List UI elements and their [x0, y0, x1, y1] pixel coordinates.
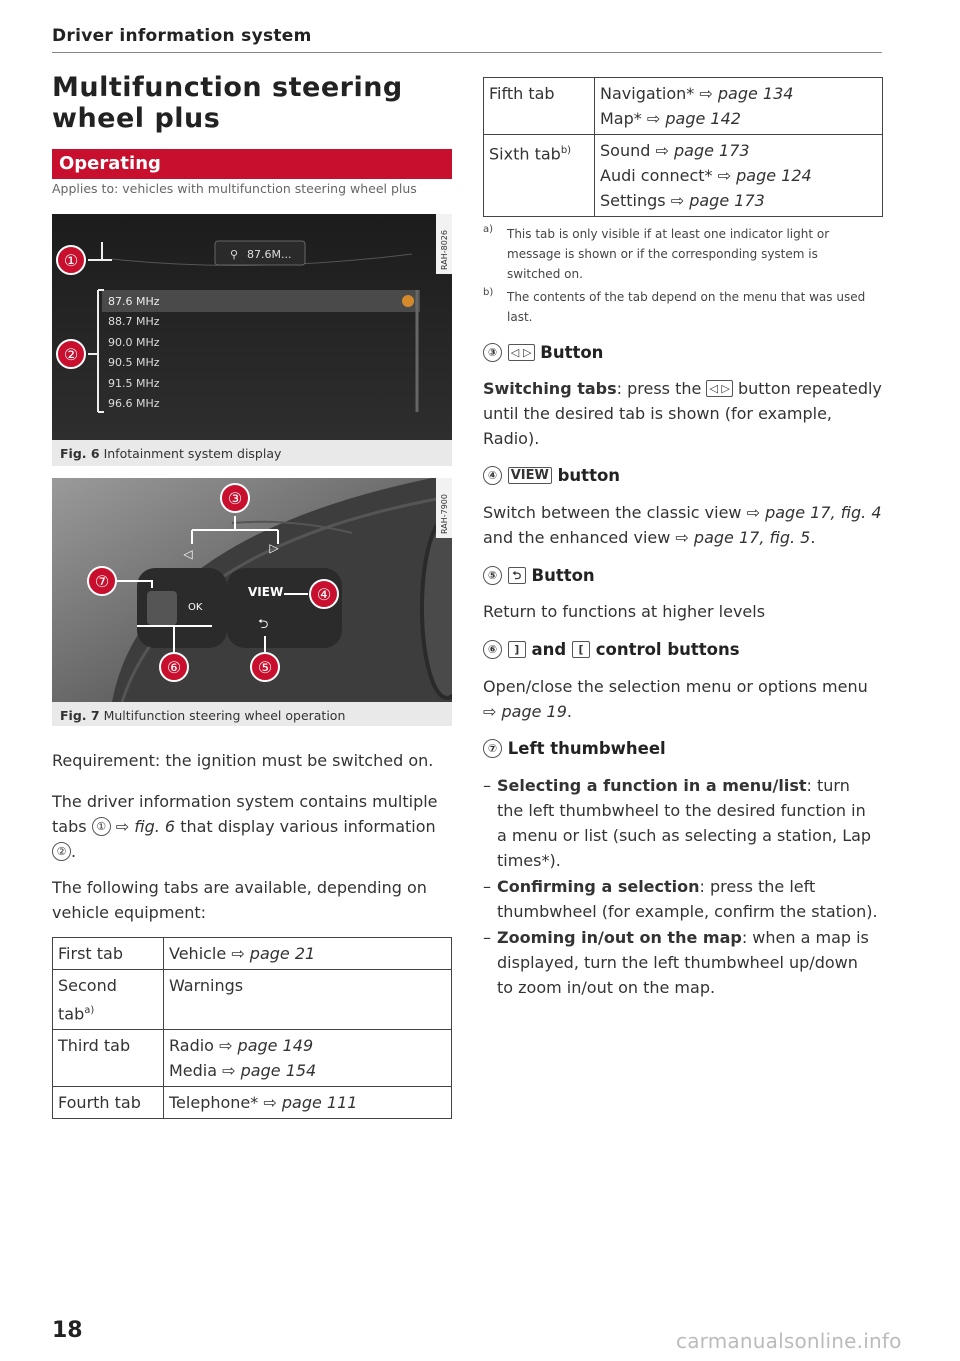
figure-7-caption: [60, 708, 345, 723]
list-item-lead: Selecting a function in a menu/list: [497, 776, 807, 795]
tabs-intro: [52, 789, 447, 864]
tab-name: Sixth tab: [489, 144, 561, 164]
tab-content-cell: [164, 938, 452, 970]
tab-content-cell: [595, 135, 883, 217]
tab-name-cell: [53, 1087, 164, 1119]
list-item: – Zooming in/out on the map: when a map is displayed, turn the left thumbwheel up/down to zoom in/out on the map.: [483, 928, 869, 997]
tabs-available-text: The following tabs are available, depending on vehicle equipment:: [52, 878, 427, 922]
switching-tabs-lead: Switching tabs: [483, 379, 617, 398]
section-4-text: [483, 500, 883, 550]
footnote-b-mark: b): [483, 287, 494, 298]
close-menu-key: [: [572, 641, 590, 658]
tab-content-line: [600, 81, 877, 106]
tab-content-cell: [164, 970, 452, 1030]
section-5-heading: [483, 566, 595, 585]
section-6-text: [483, 674, 883, 724]
tab-name-cell: [53, 1030, 164, 1087]
tab-content-label: Audi connect*: [600, 166, 713, 185]
tab-content-label: Radio: [169, 1036, 214, 1056]
tab-content-cell: [164, 1030, 452, 1087]
station-5: 91.5 MHz: [108, 377, 160, 390]
callout-2: ②: [63, 345, 79, 364]
footnote-a-mark: a): [483, 224, 494, 235]
section-3-title: Button: [540, 343, 604, 362]
section-5-text: Return to functions at higher levels: [483, 602, 766, 621]
station-4: 90.5 MHz: [108, 356, 160, 369]
section-6-mid: and: [531, 640, 567, 659]
header-rule: [52, 52, 882, 53]
tabs-table-left: [52, 937, 452, 1119]
footnote-marker: b): [560, 145, 572, 156]
tab-content-label: Vehicle: [169, 944, 227, 963]
tab-content-label: Map*: [600, 109, 642, 128]
page-reference[interactable]: ⇨ page 173: [670, 191, 765, 210]
tab-content-line: [600, 188, 877, 213]
callout-5: ⑤: [257, 658, 273, 677]
tab-name-cell: [484, 135, 595, 217]
back-key: ⮌: [508, 567, 526, 584]
section-6-heading: [483, 640, 740, 659]
figure-6-text: Infotainment system display: [103, 446, 282, 461]
figure-code-6: RAH-8026: [440, 230, 449, 270]
page-reference[interactable]: ⇨ page 124: [717, 166, 812, 185]
tabs-intro-end: .: [71, 842, 77, 861]
page-number: 18: [52, 1318, 83, 1343]
fig6-reference[interactable]: ⇨ fig. 6: [115, 817, 176, 836]
figure-7-label: Fig. 7: [60, 708, 100, 723]
footnote-a: [483, 224, 873, 284]
section-6-title: control buttons: [595, 640, 740, 659]
page-17-fig4-reference[interactable]: ⇨ page 17, fig. 4: [746, 503, 882, 522]
tab-content-label: Settings: [600, 191, 666, 210]
top-station: 87.6M...: [247, 248, 292, 261]
section-4-title: button: [557, 466, 621, 485]
list-item-lead: Zooming in/out on the map: [497, 928, 742, 947]
table-row: [53, 1030, 452, 1087]
footnote-marker: a): [84, 1005, 95, 1016]
callout-4: ④: [316, 585, 332, 604]
callout-1: ①: [63, 251, 79, 270]
table-row: [484, 78, 883, 135]
callout-ref-7: ⑦: [483, 739, 502, 758]
view-button-label: VIEW: [248, 585, 284, 599]
section-3-text: [483, 376, 883, 451]
callout-ref-6: ⑥: [483, 640, 502, 659]
view-key: VIEW: [508, 467, 552, 484]
list-item-lead: Confirming a selection: [497, 877, 700, 896]
tab-switch-key-inline: ◁ ▷: [706, 380, 732, 397]
tab-content-label: Media: [169, 1061, 218, 1081]
list-item-text: : when a map is displayed, turn the left thumbwheel up/down to zoom in/out on the map.: [497, 928, 869, 997]
station-3: 90.0 MHz: [108, 336, 160, 349]
page-title: Multifunction steering wheel plus: [52, 72, 403, 134]
tab-name-cell: [53, 970, 164, 1030]
tab-name: Second tab: [58, 976, 117, 1024]
page-reference[interactable]: ⇨ page 149: [219, 1036, 314, 1056]
section-5-title: Button: [531, 566, 595, 585]
tab-content-line: [169, 941, 446, 966]
svg-text:⮌: ⮌: [258, 617, 269, 632]
tab-content-label: Warnings: [169, 976, 244, 995]
footnote-b-text: The contents of the tab depend on the menu that was used last.: [507, 290, 866, 324]
page-reference[interactable]: ⇨ page 21: [231, 944, 316, 963]
table-row: [53, 970, 452, 1030]
section-3-heading: [483, 343, 603, 362]
svg-text:◁: ◁: [183, 547, 193, 561]
infotainment-display-illustration: [52, 214, 452, 440]
operating-bar: [52, 149, 452, 179]
station-1: 87.6 MHz: [108, 295, 160, 308]
section-4-t1: Switch between the classic view: [483, 503, 742, 522]
ok-label: OK: [188, 602, 203, 613]
tabs-intro-a: The driver information system contains multiple tabs: [52, 792, 438, 836]
tab-content-line: [169, 1033, 446, 1058]
section-6-end: .: [566, 702, 572, 721]
section-6-body: Open/close the selection menu or options menu: [483, 677, 868, 696]
table-row: [484, 135, 883, 217]
tab-content-line: [169, 1058, 446, 1083]
callout-6: ⑥: [166, 658, 182, 677]
svg-text:▷: ▷: [269, 541, 279, 555]
tabs-table-right: [483, 77, 883, 217]
callout-ref-2: ②: [52, 842, 71, 861]
table-row: [53, 1087, 452, 1119]
tab-content-line: [169, 1090, 446, 1115]
page-reference[interactable]: ⇨ page 154: [222, 1061, 317, 1081]
tab-name-cell: [484, 78, 595, 135]
list-item-text: : turn the left thumbwheel to the desired function in a menu or list (such as selecting a station, Lap times*).: [497, 776, 872, 870]
tabs-intro-b: that display various information: [180, 817, 436, 836]
figure-6: [52, 214, 452, 466]
tab-content-label: Telephone*: [169, 1093, 259, 1113]
operating-label: Operating: [59, 153, 161, 174]
section-7-heading: [483, 739, 666, 758]
tab-content-line: [600, 106, 877, 131]
tab-name: First tab: [58, 944, 123, 963]
footnote-b: [483, 287, 873, 327]
section-header: Driver information system: [52, 26, 312, 46]
section-3-t2: button repeatedly until the desired tab is shown (for example, Radio).: [483, 379, 882, 448]
page-17-fig5-reference[interactable]: ⇨ page 17, fig. 5: [675, 528, 811, 547]
section-3-t1: : press the: [616, 379, 702, 398]
station-2: 88.7 MHz: [108, 315, 160, 328]
tab-content-line: [600, 138, 877, 163]
tab-content-label: Navigation*: [600, 84, 695, 103]
station-6: 96.6 MHz: [108, 397, 160, 410]
figure-6-label: Fig. 6: [60, 446, 100, 461]
footnote-a-text: This tab is only visible if at least one indicator light or message is shown or if the corresponding system is switched on.: [507, 227, 830, 281]
tab-name-cell: [53, 938, 164, 970]
tab-name: Fifth tab: [489, 84, 555, 103]
callout-ref-1: ①: [92, 817, 111, 836]
figure-6-caption: [60, 446, 281, 461]
section-4-t3: .: [810, 528, 816, 547]
figure-7-text: Multifunction steering wheel operation: [103, 708, 346, 723]
figure-code-7: RAH-7900: [440, 494, 449, 534]
applies-note: Applies to: vehicles with multifunction steering wheel plus: [52, 181, 417, 196]
page-reference[interactable]: ⇨ page 111: [263, 1093, 358, 1113]
section-4-t2: and the enhanced view: [483, 528, 671, 547]
tab-content-line: [169, 973, 446, 998]
tab-name: Fourth tab: [58, 1093, 141, 1113]
open-menu-key: ]: [508, 641, 526, 658]
tab-content-label: Sound: [600, 141, 651, 160]
tab-name: Third tab: [58, 1036, 131, 1056]
section-7-title: Left thumbwheel: [507, 739, 666, 758]
page-reference[interactable]: ⇨ page 173: [655, 141, 750, 160]
tab-switch-key: ◁ ▷: [508, 344, 535, 361]
list-item-text: : press the left thumbwheel (for example, confirm the station).: [497, 877, 878, 921]
callout-ref-4: ④: [483, 466, 502, 485]
tab-content-line: [600, 163, 877, 188]
list-item: – Selecting a function in a menu/list: turn the left thumbwheel to the desired function in a menu or list (such as selecting a station, Lap times*).: [483, 776, 872, 870]
callout-ref-5: ⑤: [483, 566, 502, 585]
page-reference[interactable]: ⇨ page 134: [699, 84, 794, 103]
page-19-reference[interactable]: ⇨ page 19: [483, 702, 567, 721]
watermark: carmanualsonline.info: [676, 1329, 902, 1353]
tab-content-cell: [164, 1087, 452, 1119]
steering-wheel-illustration: [52, 478, 452, 702]
callout-ref-3: ③: [483, 343, 502, 362]
callout-3: ③: [227, 489, 243, 508]
table-row: [53, 938, 452, 970]
requirement-text: Requirement: the ignition must be switched on.: [52, 751, 434, 770]
callout-7: ⑦: [94, 572, 110, 591]
section-4-heading: [483, 466, 620, 485]
svg-text:⚲: ⚲: [230, 248, 239, 261]
tab-content-cell: [595, 78, 883, 135]
thumbwheel-list: [483, 773, 878, 1000]
figure-7: [52, 478, 452, 726]
page-reference[interactable]: ⇨ page 142: [646, 109, 741, 128]
list-item: – Confirming a selection: press the left thumbwheel (for example, confirm the station).: [483, 877, 878, 921]
